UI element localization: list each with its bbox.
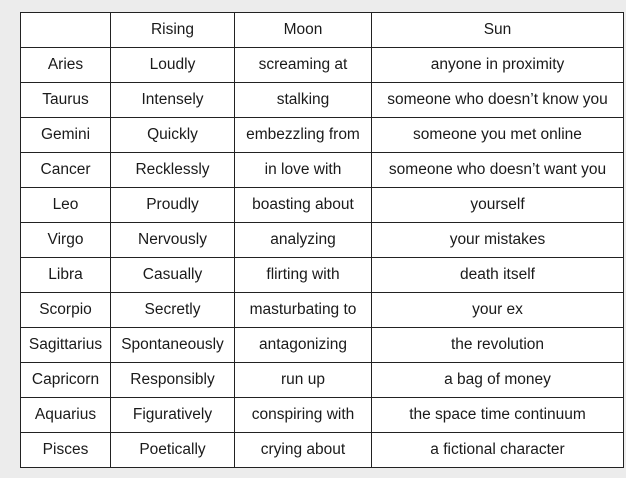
rising-cell: Spontaneously [111, 328, 235, 363]
rising-cell: Poetically [111, 433, 235, 468]
moon-cell: run up [235, 363, 372, 398]
table-row [21, 83, 624, 118]
moon-cell: antagonizing [235, 328, 372, 363]
sun-cell: someone who doesn’t want you [372, 153, 624, 188]
sign-cell: Taurus [21, 83, 111, 118]
sign-cell: Sagittarius [21, 328, 111, 363]
sign-cell: Virgo [21, 223, 111, 258]
sun-cell: your ex [372, 293, 624, 328]
sun-cell: a bag of money [372, 363, 624, 398]
rising-cell: Recklessly [111, 153, 235, 188]
moon-cell: flirting with [235, 258, 372, 293]
header-cell-sun: Sun [372, 13, 624, 48]
table-row [21, 363, 624, 398]
sun-cell: death itself [372, 258, 624, 293]
sun-cell: your mistakes [372, 223, 624, 258]
table-row [21, 188, 624, 223]
moon-cell: screaming at [235, 48, 372, 83]
moon-cell: conspiring with [235, 398, 372, 433]
moon-cell: masturbating to [235, 293, 372, 328]
sun-cell: the revolution [372, 328, 624, 363]
sun-cell: the space time continuum [372, 398, 624, 433]
rising-cell: Proudly [111, 188, 235, 223]
sign-cell: Cancer [21, 153, 111, 188]
table-row [21, 118, 624, 153]
sign-cell: Pisces [21, 433, 111, 468]
table-row [21, 258, 624, 293]
sun-cell: someone who doesn’t know you [372, 83, 624, 118]
rising-cell: Intensely [111, 83, 235, 118]
header-cell-rising: Rising [111, 13, 235, 48]
moon-cell: stalking [235, 83, 372, 118]
sign-cell: Aries [21, 48, 111, 83]
zodiac-table [20, 12, 624, 468]
sign-cell: Leo [21, 188, 111, 223]
sun-cell: anyone in proximity [372, 48, 624, 83]
sun-cell: someone you met online [372, 118, 624, 153]
table-row [21, 293, 624, 328]
header-cell-moon: Moon [235, 13, 372, 48]
table-row [21, 48, 624, 83]
moon-cell: in love with [235, 153, 372, 188]
rising-cell: Loudly [111, 48, 235, 83]
table-row [21, 398, 624, 433]
header-cell-sign [21, 13, 111, 48]
table-row [21, 328, 624, 363]
rising-cell: Casually [111, 258, 235, 293]
moon-cell: crying about [235, 433, 372, 468]
table-row [21, 153, 624, 188]
rising-cell: Secretly [111, 293, 235, 328]
rising-cell: Nervously [111, 223, 235, 258]
sign-cell: Scorpio [21, 293, 111, 328]
rising-cell: Figuratively [111, 398, 235, 433]
sun-cell: a fictional character [372, 433, 624, 468]
sign-cell: Aquarius [21, 398, 111, 433]
zodiac-sheet [20, 12, 623, 468]
rising-cell: Responsibly [111, 363, 235, 398]
table-row [21, 433, 624, 468]
table-row [21, 223, 624, 258]
moon-cell: boasting about [235, 188, 372, 223]
sun-cell: yourself [372, 188, 624, 223]
header-row [21, 13, 624, 48]
moon-cell: analyzing [235, 223, 372, 258]
moon-cell: embezzling from [235, 118, 372, 153]
rising-cell: Quickly [111, 118, 235, 153]
sign-cell: Libra [21, 258, 111, 293]
sign-cell: Capricorn [21, 363, 111, 398]
sign-cell: Gemini [21, 118, 111, 153]
